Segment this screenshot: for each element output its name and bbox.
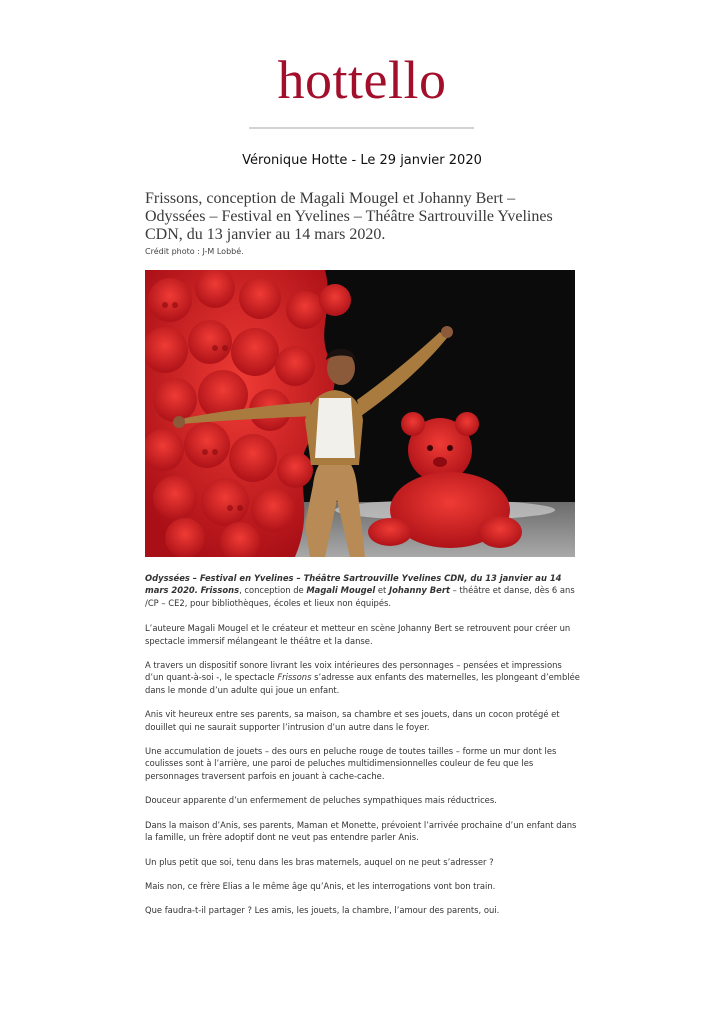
- article-photo: [145, 270, 575, 557]
- lead-title: Frissons: [200, 585, 240, 596]
- site-logo[interactable]: hottello: [277, 50, 447, 110]
- article-title: Frissons, conception de Magali Mougel et Johanny Bert – Odyssées – Festival en Yvelines – Théâtre Sartrouville Yvelines CDN, du 13 janvier au 14 mars 2020.: [145, 190, 553, 243]
- lead-author-2: Johanny Bert: [389, 585, 450, 596]
- paragraph: Un plus petit que soi, tenu dans les bras maternels, auquel on ne peut s’adresser ?: [145, 856, 494, 867]
- photo-credit: Crédit photo : J-M Lobbé.: [145, 247, 244, 256]
- site-header: [0, 50, 724, 110]
- paragraph: Mais non, ce frère Elias a le même âge qu’Anis, et les interrogations vont bon train.: [145, 880, 496, 891]
- paragraph-title: Frissons: [277, 672, 312, 683]
- paragraph: Une accumulation de jouets – des ours en peluche rouge de toutes tailles – forme un mur dont les coulisses sont à l’arrière, une paroi de peluches multidimensionnelles couleur de feu que les personnages traversent parfois en jouant à cache-cache.: [145, 746, 557, 781]
- paragraph: Que faudra-t-il partager ? Les amis, les jouets, la chambre, l’amour des parents, oui.: [145, 905, 500, 916]
- article-byline: Véronique Hotte - Le 29 janvier 2020: [242, 153, 482, 168]
- paragraph: Douceur apparente d’un enfermement de peluches sympathiques mais réductrices.: [145, 795, 497, 806]
- lead-text-3: – théâtre et danse, dès 6 ans /CP – CE2, pour bibliothèques, écoles et lieux non équipés.: [145, 585, 575, 608]
- paragraph: L’auteure Magali Mougel et le créateur et metteur en scène Johanny Bert se retrouvent pour créer un spectacle immersif mélangeant le théâtre et la danse.: [145, 623, 571, 646]
- paragraph-text: s’adresse aux enfants des maternelles, les plongeant d’emblée dans le monde d’un adulte qui joue un enfant.: [145, 672, 580, 695]
- lead-author-1: Magali Mougel: [306, 585, 376, 596]
- article-lead: [145, 572, 581, 609]
- paragraph: Dans la maison d’Anis, ses parents, Maman et Monette, prévoient l’arrivée prochaine d’un enfant dans la famille, un frère adoptif dont ne veut pas entendre parler Anis.: [145, 819, 577, 843]
- stage-photo-illustration: [145, 270, 575, 557]
- article-body: [145, 572, 581, 929]
- paragraph: Anis vit heureux entre ses parents, sa maison, sa chambre et ses jouets, dans un cocon protégé et douillet qui ne saurait supporter l’intrusion d’un autre dans le foyer.: [145, 709, 560, 732]
- header-divider: [249, 127, 474, 129]
- paragraph: [145, 659, 581, 696]
- lead-text-1: , conception de: [239, 585, 307, 596]
- paragraph-text: A travers un dispositif sonore livrant les voix intérieures des personnages – pensées et impressions d’un quant-à-soi -, le spectacle: [145, 660, 562, 683]
- lead-text-2: et: [375, 585, 389, 596]
- lead-event: Odyssées – Festival en Yvelines – Théâtre Sartrouville Yvelines CDN, du 13 janvier au 14 mars 2020.: [145, 573, 562, 596]
